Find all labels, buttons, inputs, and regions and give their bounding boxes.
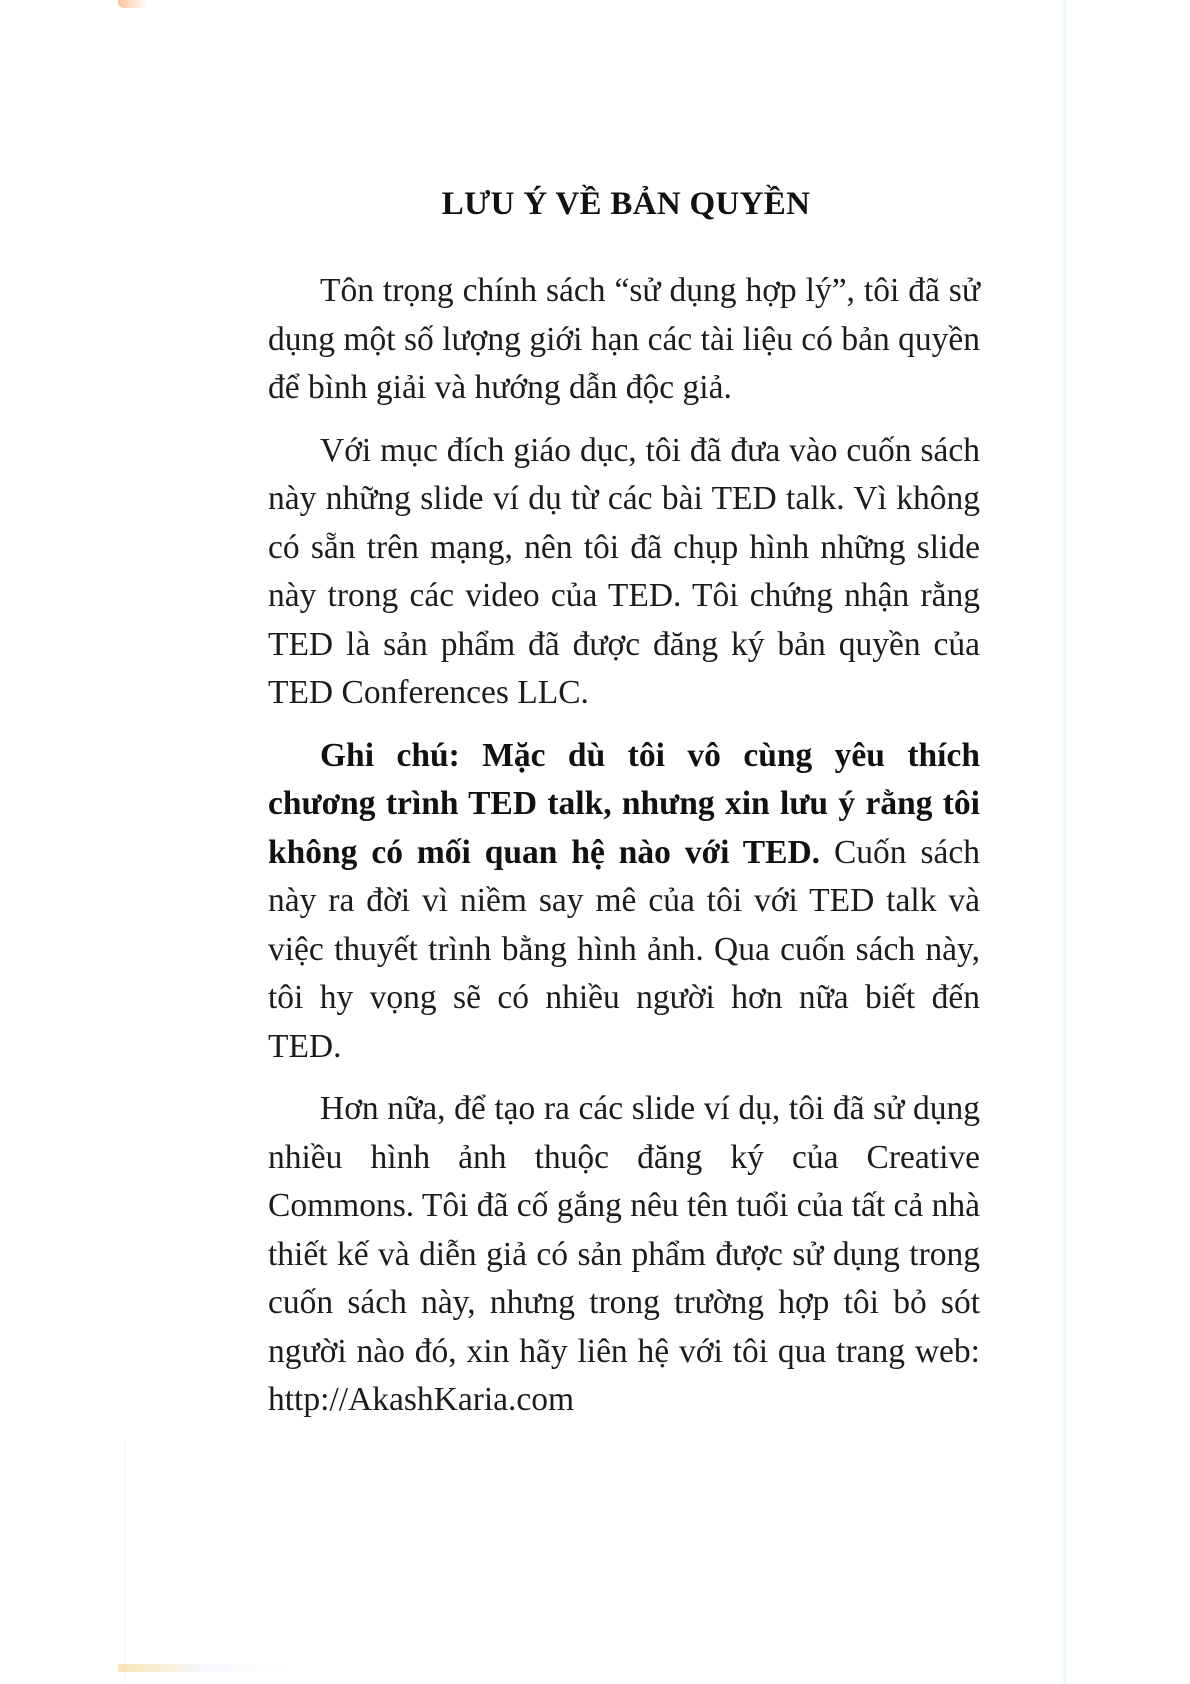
page-edge-line (124, 1440, 125, 1684)
note-bold-text: Ghi chú: Mặc dù tôi vô cùng yêu thích chương trình TED talk, nhưng xin lưu ý rằng tôi không có mối quan hệ nào với TED. (268, 736, 980, 871)
paragraph-note (268, 732, 980, 1072)
page-corner-stain (118, 0, 148, 8)
copyright-notice-page (268, 186, 980, 1439)
paragraph-text: Hơn nữa, để tạo ra các slide ví dụ, tôi đã sử dụng nhiều hình ảnh thuộc đăng ký của Creative Commons. Tôi đã cố gắng nêu tên tuổi của tất cả nhà thiết kế và diễn giả có sản phẩm được sử dụng trong cuốn sách này, nhưng trong trường hợp tôi bỏ sót người nào đó, xin hãy liên hệ với tôi qua trang web: http://AkashKaria.com (268, 1090, 981, 1418)
paragraph-creative-commons (268, 1085, 980, 1425)
paragraph-text: Với mục đích giáo dục, tôi đã đưa vào cuốn sách này những slide ví dụ từ các bài TED talk. Vì không có sẵn trên mạng, nên tôi đã chụp hình những slide này trong các video của TED. Tôi chứng nhận rằng TED là sản phẩm đã được đăng ký bản quyền của TED Conferences LLC. (268, 431, 980, 711)
paragraph-ted-slides (268, 427, 980, 718)
paragraph-text: Cuốn sách này ra đời vì niềm say mê của tôi với TED talk và việc thuyết trình bằng hình ảnh. Qua cuốn sách này, tôi hy vọng sẽ có nhiều người hơn nữa biết đến TED. (268, 833, 980, 1065)
paragraph-fair-use (268, 267, 980, 413)
page-bottom-stain (118, 1664, 288, 1672)
page-edge-shadow (1062, 0, 1067, 1684)
page-title: LƯU Ý VỀ BẢN QUYỀN (441, 186, 811, 222)
paragraph-text: Tôn trọng chính sách “sử dụng hợp lý”, tôi đã sử dụng một số lượng giới hạn các tài liệu có bản quyền để bình giải và hướng dẫn độc giả. (268, 272, 980, 406)
